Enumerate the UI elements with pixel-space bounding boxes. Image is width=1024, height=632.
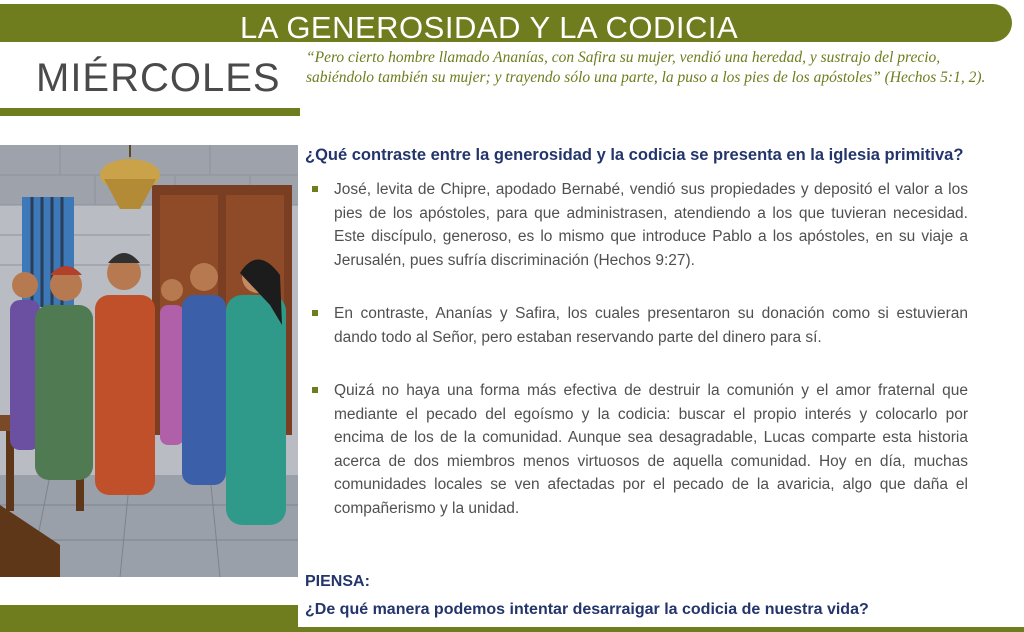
list-item [312, 379, 968, 520]
bullet-text: José, levita de Chipre, apodado Bernabé, vendió sus propiedades y depositó el valor a los pies de los apóstoles, para que administrasen, atendiendo a los que tuvieran necesidad. Este discípulo, generoso, es lo mismo que introduce Pablo a los apóstoles, en su viaje a Jerusalén, pues sufría discriminación (Hechos 9:27). [334, 181, 968, 269]
square-bullet-icon [312, 186, 318, 192]
think-question: ¿De qué manera podemos intentar desarraigar la codicia de nuestra vida? [305, 601, 869, 618]
think-label: PIENSA: [305, 573, 370, 590]
footer-bar-left [0, 605, 298, 632]
page-title: LA GENEROSIDAD Y LA CODICIA [240, 10, 739, 45]
day-label: MIÉRCOLES [36, 56, 281, 100]
day-underline [0, 108, 300, 116]
square-bullet-icon [312, 387, 318, 393]
scripture-quote: “Pero cierto hombre llamado Ananías, con Safira su mujer, vendió una heredad, y sustrajo del precio, sabiéndolo también su mujer; y trayendo sólo una parte, la puso a los pies de los apóstoles” (Hechos 5:1, 2). [306, 49, 986, 86]
bullet-text: En contraste, Ananías y Safira, los cuales presentaron su donación como si estuvieran dando todo al Señor, pero estaban reservando parte del dinero para sí. [334, 305, 968, 346]
bullet-text: Quizá no haya una forma más efectiva de destruir la comunión y el amor fraternal que mediante el pecado del egoísmo y la codicia: buscar el propio interés y colocarlo por encima de los de la comunidad. Aunque sea desagradable, Lucas comparte esta historia acerca de dos miembros menos virtuosos de aquella comunidad. Hoy en día, muchas comunidades locales se ven afectadas por el pecado de la avaricia, algo que daña el compañerismo y la unidad. [334, 382, 968, 517]
bullet-list [312, 178, 968, 550]
footer-bar-right [298, 627, 1024, 632]
square-bullet-icon [312, 310, 318, 316]
title-banner [0, 4, 1012, 45]
list-item [312, 302, 968, 349]
illustration-image [0, 145, 298, 577]
list-item [312, 178, 968, 272]
main-question: ¿Qué contraste entre la generosidad y la codicia se presenta en la iglesia primitiva? [305, 146, 964, 164]
